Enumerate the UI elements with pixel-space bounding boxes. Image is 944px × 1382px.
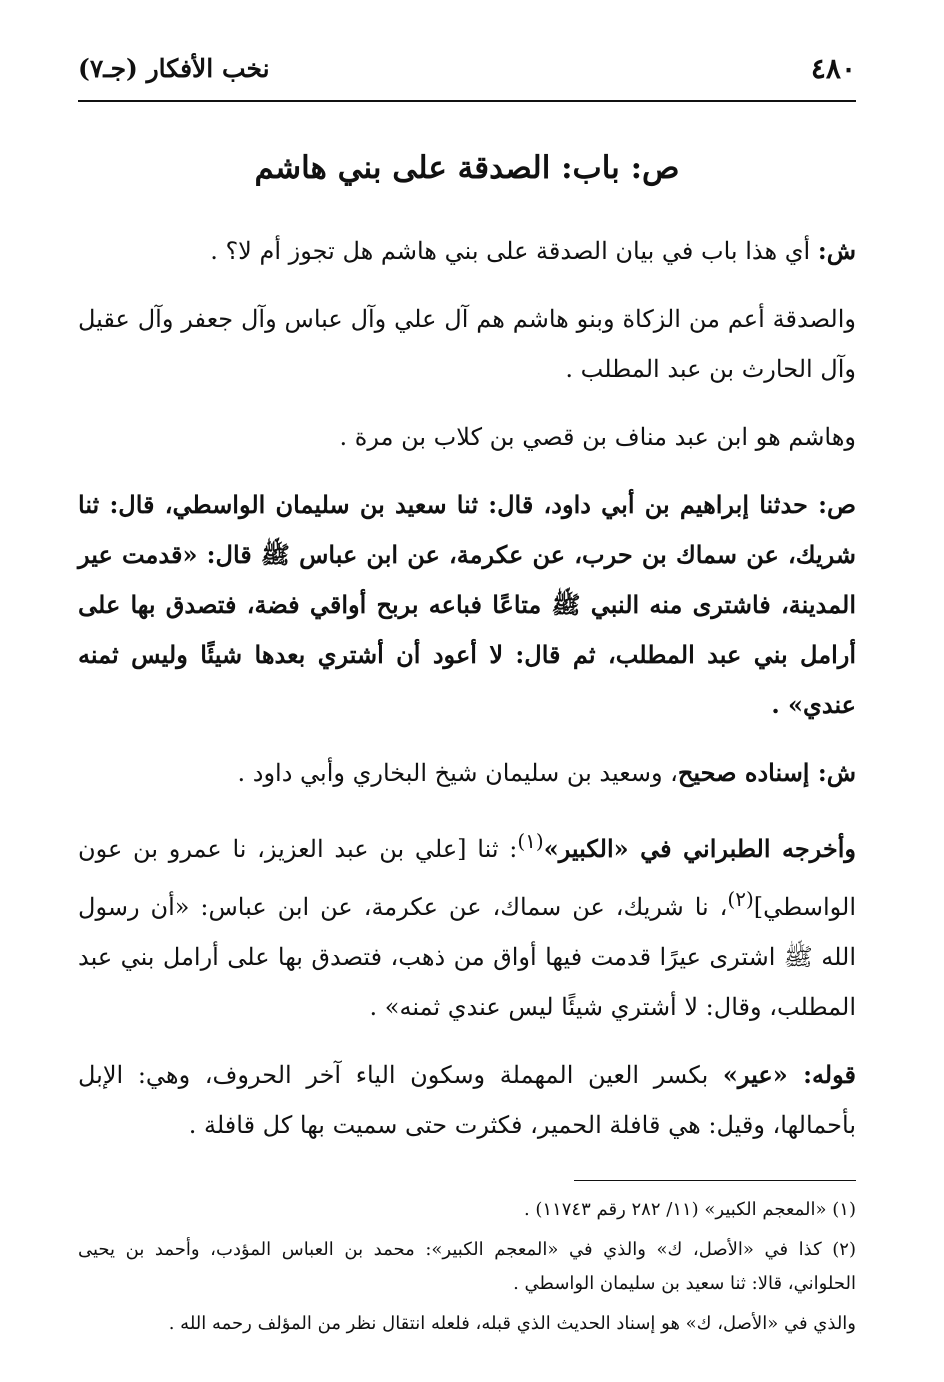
footnote-ref-1[interactable]: (١) xyxy=(517,829,544,853)
paragraph-tag: ش: xyxy=(817,236,856,265)
page xyxy=(78,40,856,1347)
paragraph-4-hadith xyxy=(78,480,856,730)
paragraph-text: وهاشم هو ابن عبد مناف بن قصي بن كلاب بن مرة . xyxy=(339,423,856,451)
paragraph-3 xyxy=(78,412,856,462)
book-title: نخب الأفكار (جـ٧) xyxy=(78,54,270,83)
footnote-2: (٢) كذا في «الأصل، ك» والذي في «المعجم الكبير»: محمد بن العباس المؤدب، وأحمد بن يحيى الحلواني، قالا: ثنا سعيد بن سليمان الواسطي . xyxy=(78,1239,856,1294)
paragraph-text: : ثنا [علي بن عبد العزيز، نا عمرو بن عون الواسطي] xyxy=(78,835,856,921)
paragraph-7 xyxy=(78,1050,856,1150)
paragraph-text: ، وسعيد بن سليمان شيخ البخاري وأبي داود . xyxy=(237,759,678,787)
chapter-title: ص: باب: الصدقة على بني هاشم xyxy=(254,150,680,186)
footnote-1: (١) «المعجم الكبير» (١١/ ٢٨٢ رقم ١١٧٤٣) . xyxy=(523,1199,856,1220)
footnotes xyxy=(78,1193,856,1341)
paragraph-bold-text: وأخرجه الطبراني في «الكبير» xyxy=(543,834,856,863)
paragraph-2 xyxy=(78,294,856,394)
page-number: ٤٨٠ xyxy=(810,52,856,85)
paragraph-bold-text: قوله: «عير» xyxy=(722,1060,856,1089)
paragraph-tag: ص: xyxy=(818,490,856,519)
paragraph-6 xyxy=(78,816,856,1032)
footnote-divider xyxy=(574,1180,856,1181)
paragraph-text: أي هذا باب في بيان الصدقة على بني هاشم هل تجوز أم لا؟ . xyxy=(210,237,818,265)
paragraph-1 xyxy=(78,226,856,276)
paragraph-bold-text: إسناده صحيح xyxy=(677,758,818,787)
footnote-ref-2[interactable]: (٢) xyxy=(727,887,754,911)
running-header xyxy=(78,40,856,102)
footnote-3: والذي في «الأصل، ك» هو إسناد الحديث الذي قبله، فلعله انتقال نظر من المؤلف رحمه الله . xyxy=(168,1313,856,1334)
paragraph-text: ، نا شريك، عن سماك، عن عكرمة، عن ابن عباس: «أن رسول الله ﷺ اشترى عيرًا قدمت فيها أواق من ذهب، فتصدق بها على أرامل بني عبد المطلب، وقال: لا أشتري شيئًا ليس عندي ثمنه» . xyxy=(78,893,856,1021)
paragraph-5 xyxy=(78,748,856,798)
paragraph-text: والصدقة أعم من الزكاة وبنو هاشم هم آل علي وآل عباس وآل جعفر وآل عقيل وآل الحارث بن عبد المطلب . xyxy=(78,305,856,383)
paragraph-tag: ش: xyxy=(817,758,856,787)
paragraph-text: حدثنا إبراهيم بن أبي داود، قال: ثنا سعيد بن سليمان الواسطي، قال: ثنا شريك، عن سماك بن حرب، عن عكرمة، عن ابن عباس ﷺ قال: «قدمت عير المدينة، فاشترى منه النبي ﷺ متاعًا فباعه بربح أواقي فضة، فتصدق بها على أرامل بني عبد المطلب، ثم قال: لا أعود أن أشتري بعدها شيئًا وليس ثمنه عندي» . xyxy=(78,490,857,719)
paragraph-text: بكسر العين المهملة وسكون الياء آخر الحروف، وهي: الإبل بأحمالها، وقيل: هي قافلة الحمير، فكثرت حتى سميت بها كل قافلة . xyxy=(78,1061,856,1139)
